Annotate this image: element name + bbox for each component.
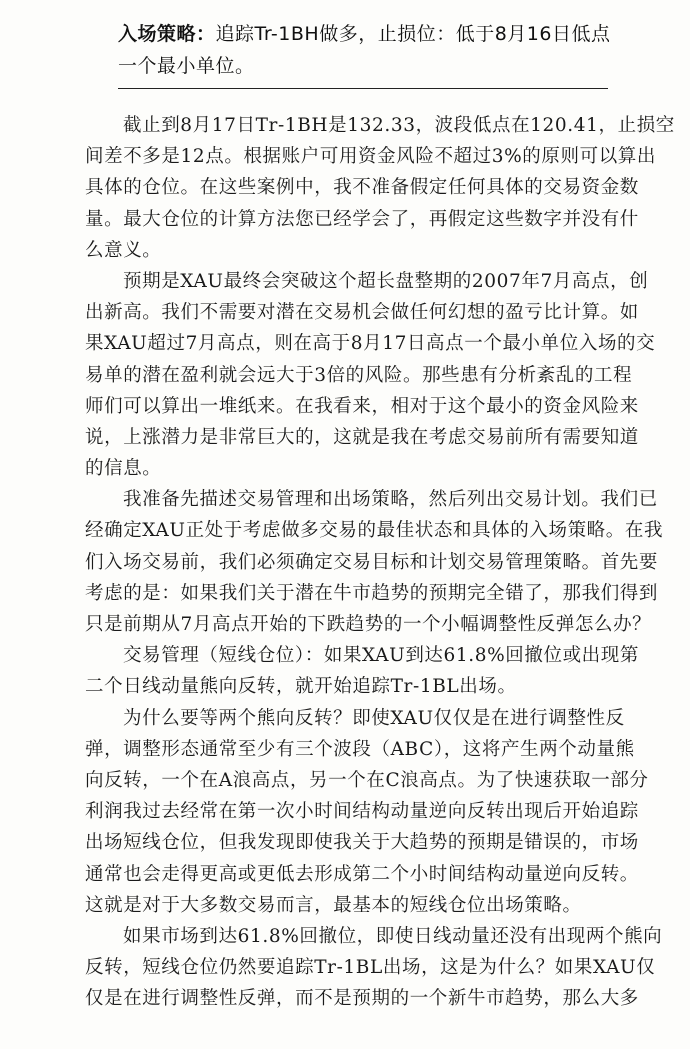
- text-line: 仅是在进行调整性反弹，而不是预期的一个新牛市趋势，那么大多: [85, 988, 639, 1010]
- text-line: 这就是对于大多数交易而言，最基本的短线仓位出场策略。: [85, 894, 582, 916]
- text-line: 出新高。我们不需要对潜在交易机会做任何幻想的盈亏比计算。如: [85, 302, 639, 324]
- entry-strategy-text: 追踪Tr-1BH做多，止损位：低于8月16日低点: [215, 23, 611, 45]
- paragraph: [85, 266, 656, 484]
- entry-strategy-block: [118, 18, 618, 82]
- text-line: 预期是XAU最终会突破这个超长盘整期的2007年7月高点，创: [123, 270, 649, 292]
- text-line: 向反转，一个在A浪高点，另一个在C浪高点。为了快速获取一部分: [85, 769, 649, 791]
- text-line: 弹，调整形态通常至少有三个波段（ABC），这将产生两个动量熊: [85, 738, 635, 760]
- text-line: 交易管理（短线仓位）：如果XAU到达61.8%回撤位或出现第: [123, 645, 639, 667]
- entry-strategy-label: 入场策略：: [118, 23, 216, 45]
- paragraph: [85, 484, 664, 640]
- text-line: 只是前期从7月高点开始的下跌趋势的一个小幅调整性反弹怎么办？: [85, 614, 652, 635]
- text-line: 二个日线动量熊向反转，就开始追踪Tr-1BL出场。: [85, 676, 517, 698]
- text-line: 果XAU超过7月高点，则在高于8月17日高点一个最小单位入场的交: [85, 333, 656, 355]
- paragraph: [85, 640, 645, 702]
- entry-strategy-line-1: [118, 18, 618, 50]
- text-line: 具体的仓位。在这些案例中，我不准备假定任何具体的交易资金数: [85, 177, 639, 199]
- text-line: 通常也会走得更高或更低去形成第二个小时间结构动量逆向反转。: [85, 863, 639, 885]
- paragraph: [85, 921, 663, 1015]
- text-line: 截止到8月17日Tr-1BH是132.33，波段低点在120.41，止损空: [123, 115, 675, 136]
- text-line: 经确定XAU正处于考虑做多交易的最佳状态和具体的入场策略。在我: [85, 520, 664, 542]
- text-line: 说，上涨潜力是非常巨大的，这就是我在考虑交易前所有需要知道: [85, 426, 639, 448]
- body-text: [85, 110, 675, 1014]
- text-line: 的信息。: [85, 458, 162, 480]
- text-line: 师们可以算出一堆纸来。在我看来，相对于这个最小的资金风险来: [85, 395, 639, 417]
- text-line: 我准备先描述交易管理和出场策略，然后列出交易计划。我们已: [123, 489, 658, 511]
- text-line: 间差不多是12点。根据账户可用资金风险不超过3%的原则可以算出: [85, 146, 656, 168]
- text-line: 易单的潜在盈利就会远大于3倍的风险。那些患有分析紊乱的工程: [85, 364, 633, 386]
- entry-divider-rule: [118, 88, 608, 89]
- text-line: 如果市场到达61.8%回撤位，即使日线动量还没有出现两个熊向: [123, 925, 663, 947]
- text-line: 出场短线仓位，但我发现即使我关于大趋势的预期是错误的，市场: [85, 832, 639, 854]
- text-line: 么意义。: [85, 239, 162, 261]
- text-line: 量。最大仓位的计算方法您已经学会了，再假定这些数字并没有什: [85, 208, 639, 230]
- paragraph: [85, 703, 649, 921]
- text-line: 利润我过去经常在第一次小时间结构动量逆向反转出现后开始追踪: [85, 801, 639, 823]
- paragraph: [85, 110, 675, 266]
- text-line: 反转，短线仓位仍然要追踪Tr-1BL出场，这是为什么？如果XAU仅: [85, 957, 656, 979]
- text-line: 考虑的是：如果我们关于潜在牛市趋势的预期完全错了，那我们得到: [85, 582, 659, 604]
- text-line: 们入场交易前，我们必须确定交易目标和计划交易管理策略。首先要: [85, 551, 659, 573]
- entry-strategy-line-2: 一个最小单位。: [118, 55, 255, 77]
- text-line: 为什么要等两个熊向反转？即使XAU仅仅是在进行调整性反: [123, 707, 625, 729]
